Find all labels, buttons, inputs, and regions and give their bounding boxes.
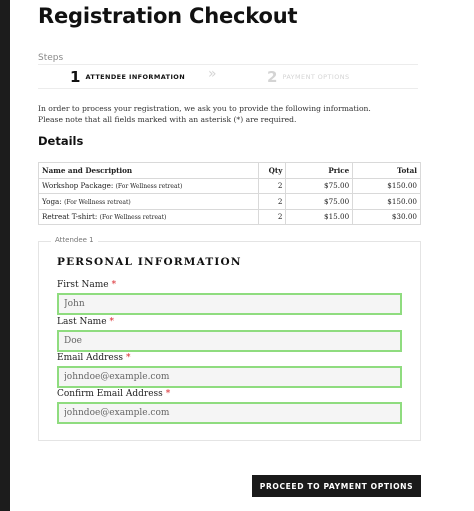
last-name-input[interactable] <box>57 330 402 352</box>
required-asterisk: * <box>109 317 115 327</box>
field-label-text: Email Address <box>57 353 123 363</box>
proceed-to-payment-button[interactable]: PROCEED TO PAYMENT OPTIONS <box>252 475 421 497</box>
attendee-legend: Attendee 1 <box>51 236 98 244</box>
step-label: PAYMENT OPTIONS <box>282 73 350 81</box>
item-description: (For Wellness retreat) <box>64 198 131 206</box>
item-name: Yoga: <box>42 196 62 206</box>
confirm-email-input[interactable] <box>57 402 402 424</box>
cell-total: $150.00 <box>353 194 421 210</box>
cell-name <box>39 178 259 194</box>
step-payment-options[interactable] <box>267 68 350 86</box>
step-attendee-information[interactable] <box>70 68 185 86</box>
table-header-row <box>39 163 421 179</box>
details-title: Details <box>38 134 84 148</box>
item-name: Retreat T-shirt: <box>42 212 98 222</box>
step-number: 2 <box>267 68 278 86</box>
cell-total: $150.00 <box>353 178 421 194</box>
field-label-text: Last Name <box>57 317 107 327</box>
field-label-text: First Name <box>57 280 109 290</box>
first-name-input[interactable] <box>57 293 402 315</box>
steps-divider-bottom <box>38 88 418 89</box>
first-name-label <box>57 280 116 290</box>
cell-qty: 2 <box>258 178 286 194</box>
item-name: Workshop Package: <box>42 181 114 191</box>
item-description: (For Wellness retreat) <box>99 214 167 222</box>
required-asterisk: * <box>165 389 171 399</box>
cell-price: $15.00 <box>286 209 353 225</box>
table-row <box>39 178 421 194</box>
intro-line: In order to process your registration, we ask you to provide the following information. <box>38 104 371 113</box>
steps-divider-top <box>38 64 418 65</box>
last-name-label <box>57 317 114 327</box>
column-header-total: Total <box>353 163 421 179</box>
intro-text <box>38 104 438 125</box>
email-address-label <box>57 353 130 363</box>
intro-line: Please note that all fields marked with an asterisk (*) are required. <box>38 114 297 124</box>
required-asterisk: * <box>111 280 117 290</box>
cell-name <box>39 194 259 210</box>
step-number: 1 <box>70 68 81 86</box>
left-edge-bar <box>0 0 10 511</box>
order-details-table <box>38 162 421 225</box>
confirm-email-label <box>57 389 170 399</box>
cell-price: $75.00 <box>286 178 353 194</box>
item-description: (For Wellness retreat) <box>115 183 183 191</box>
cell-qty: 2 <box>258 194 286 210</box>
cell-total: $30.00 <box>353 209 421 225</box>
column-header-qty: Qty <box>258 163 286 179</box>
column-header-price: Price <box>286 163 353 179</box>
column-header-name: Name and Description <box>39 163 259 179</box>
cell-qty: 2 <box>258 209 286 225</box>
step-label: ATTENDEE INFORMATION <box>85 73 186 81</box>
steps-label: Steps <box>38 53 64 63</box>
field-label-text: Confirm Email Address <box>57 389 163 399</box>
page-title: Registration Checkout <box>38 4 298 28</box>
cell-name <box>39 209 259 225</box>
table-row <box>39 194 421 210</box>
table-row <box>39 209 421 225</box>
required-asterisk: * <box>125 353 131 363</box>
email-address-input[interactable] <box>57 366 402 388</box>
cell-price: $75.00 <box>286 194 353 210</box>
personal-information-title: PERSONAL INFORMATION <box>57 256 242 268</box>
step-separator-icon: » <box>208 66 217 82</box>
